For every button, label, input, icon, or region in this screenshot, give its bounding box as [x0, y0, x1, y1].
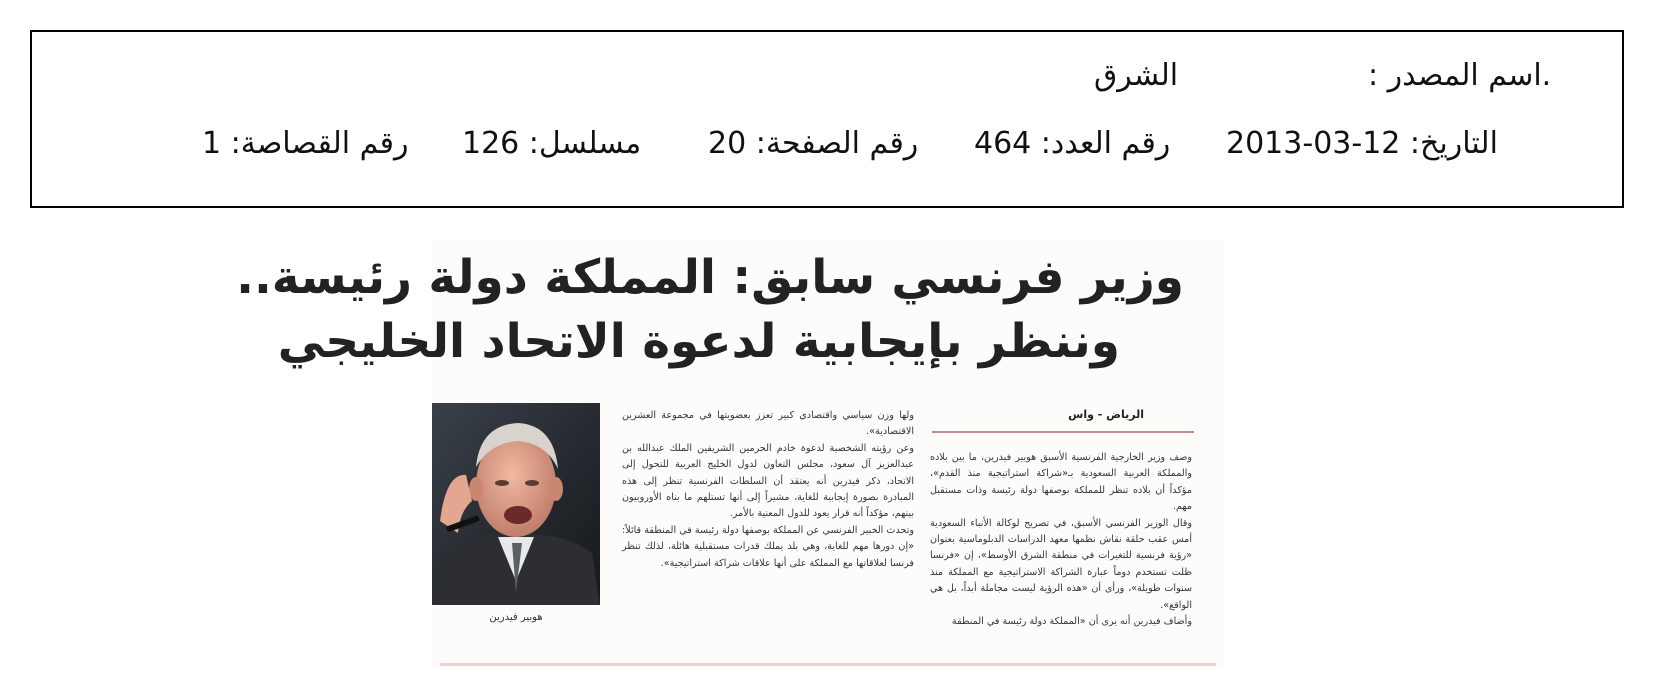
- article-column-middle: [622, 408, 914, 572]
- photo-caption: هوبير فيدرين: [489, 612, 543, 623]
- source-name-value: الشرق: [1094, 58, 1179, 93]
- article-paragraph: وصف وزير الخارجية الفرنسية الأسبق هوبير فيدرين، ما بين بلاده والمملكة العربية السعودية بـ«شراكة استراتيجية منذ القدم»، مؤكداً أن بلاده تنظر للمملكة بوصفها دولة رئيسة وذات مستقبل مهم.: [930, 452, 1192, 513]
- issue-number-field: رقم العدد: 464: [974, 126, 1171, 161]
- article-paragraph: وتحدث الخبير الفرنسي عن المملكة بوصفها دولة رئيسة في المنطقة قائلاً: «إن دورها مهم للغاية، وهي بلد يملك قدرات مستقبلية هائلة، لذلك تنظر فرنسا لعلاقاتها مع المملكة على أنها علاقات شراكة استراتيجية».: [622, 524, 914, 569]
- newspaper-clipping: [236, 240, 1224, 668]
- portrait-photo: [432, 403, 600, 605]
- source-name-label: .اسم المصدر :: [1368, 58, 1552, 93]
- article-paragraph: وأضاف فيدرين أنه يرى أن «المملكة دولة رئيسة في المنطقة: [951, 616, 1192, 628]
- clip-number-field: رقم القصاصة: 1: [202, 126, 409, 161]
- article-paragraph: وقال الوزير الفرنسي الأسبق، في تصريح لوكالة الأنباء السعودية أمس عقب حلقة نقاش نظمها معهد الدراسات الدبلوماسية بعنوان «رؤية فرنسية للتغيرات في منطقة الشرق الأوسط»، إن «فرنسا ظلت تستخدم دوماً عبارة الشراكة الاستراتيجية مع المملكة منذ سنوات طويلة»، ورأى أن «هذه الرؤية ليست مجاملة أبداً، بل هي الواقع».: [930, 517, 1192, 611]
- article-byline: الرياض - واس: [1068, 408, 1144, 421]
- portrait-illustration: [432, 403, 600, 605]
- serial-number-field: مسلسل: 126: [462, 126, 642, 161]
- article-paragraph: ولها وزن سياسي واقتصادي كبير تعزز بعضويتها في مجموعة العشرين الاقتصادية».: [622, 410, 914, 438]
- date-field: التاريخ: 12-03-2013: [1226, 126, 1498, 161]
- page-number-field: رقم الصفحة: 20: [708, 126, 919, 161]
- article-paragraph: وعن رؤيته الشخصية لدعوة خادم الحرمين الشريفين الملك عبدالله بن عبدالعزيز آل سعود، مجلس التعاون لدول الخليج العربية للتحول إلى الاتحاد، ذكر فيدرين أنه يعتقد أن السلطات الفرنسية تنظر إلى هذه المبادرة بصورة إيجابية للغاية، مشيراً إلى أنها تستلهم ما بناه الأوروبيون بينهم، مؤكداً أنه قرار يعود للدول المعنية بالأمر.: [622, 442, 914, 520]
- article-column-right: [930, 450, 1192, 630]
- source-info-box: [30, 30, 1624, 208]
- headline-line-1: وزير فرنسي سابق: المملكة دولة رئيسة..: [236, 250, 1184, 305]
- byline-divider: [932, 431, 1194, 433]
- headline-line-2: وننظر بإيجابية لدعوة الاتحاد الخليجي: [277, 314, 1120, 369]
